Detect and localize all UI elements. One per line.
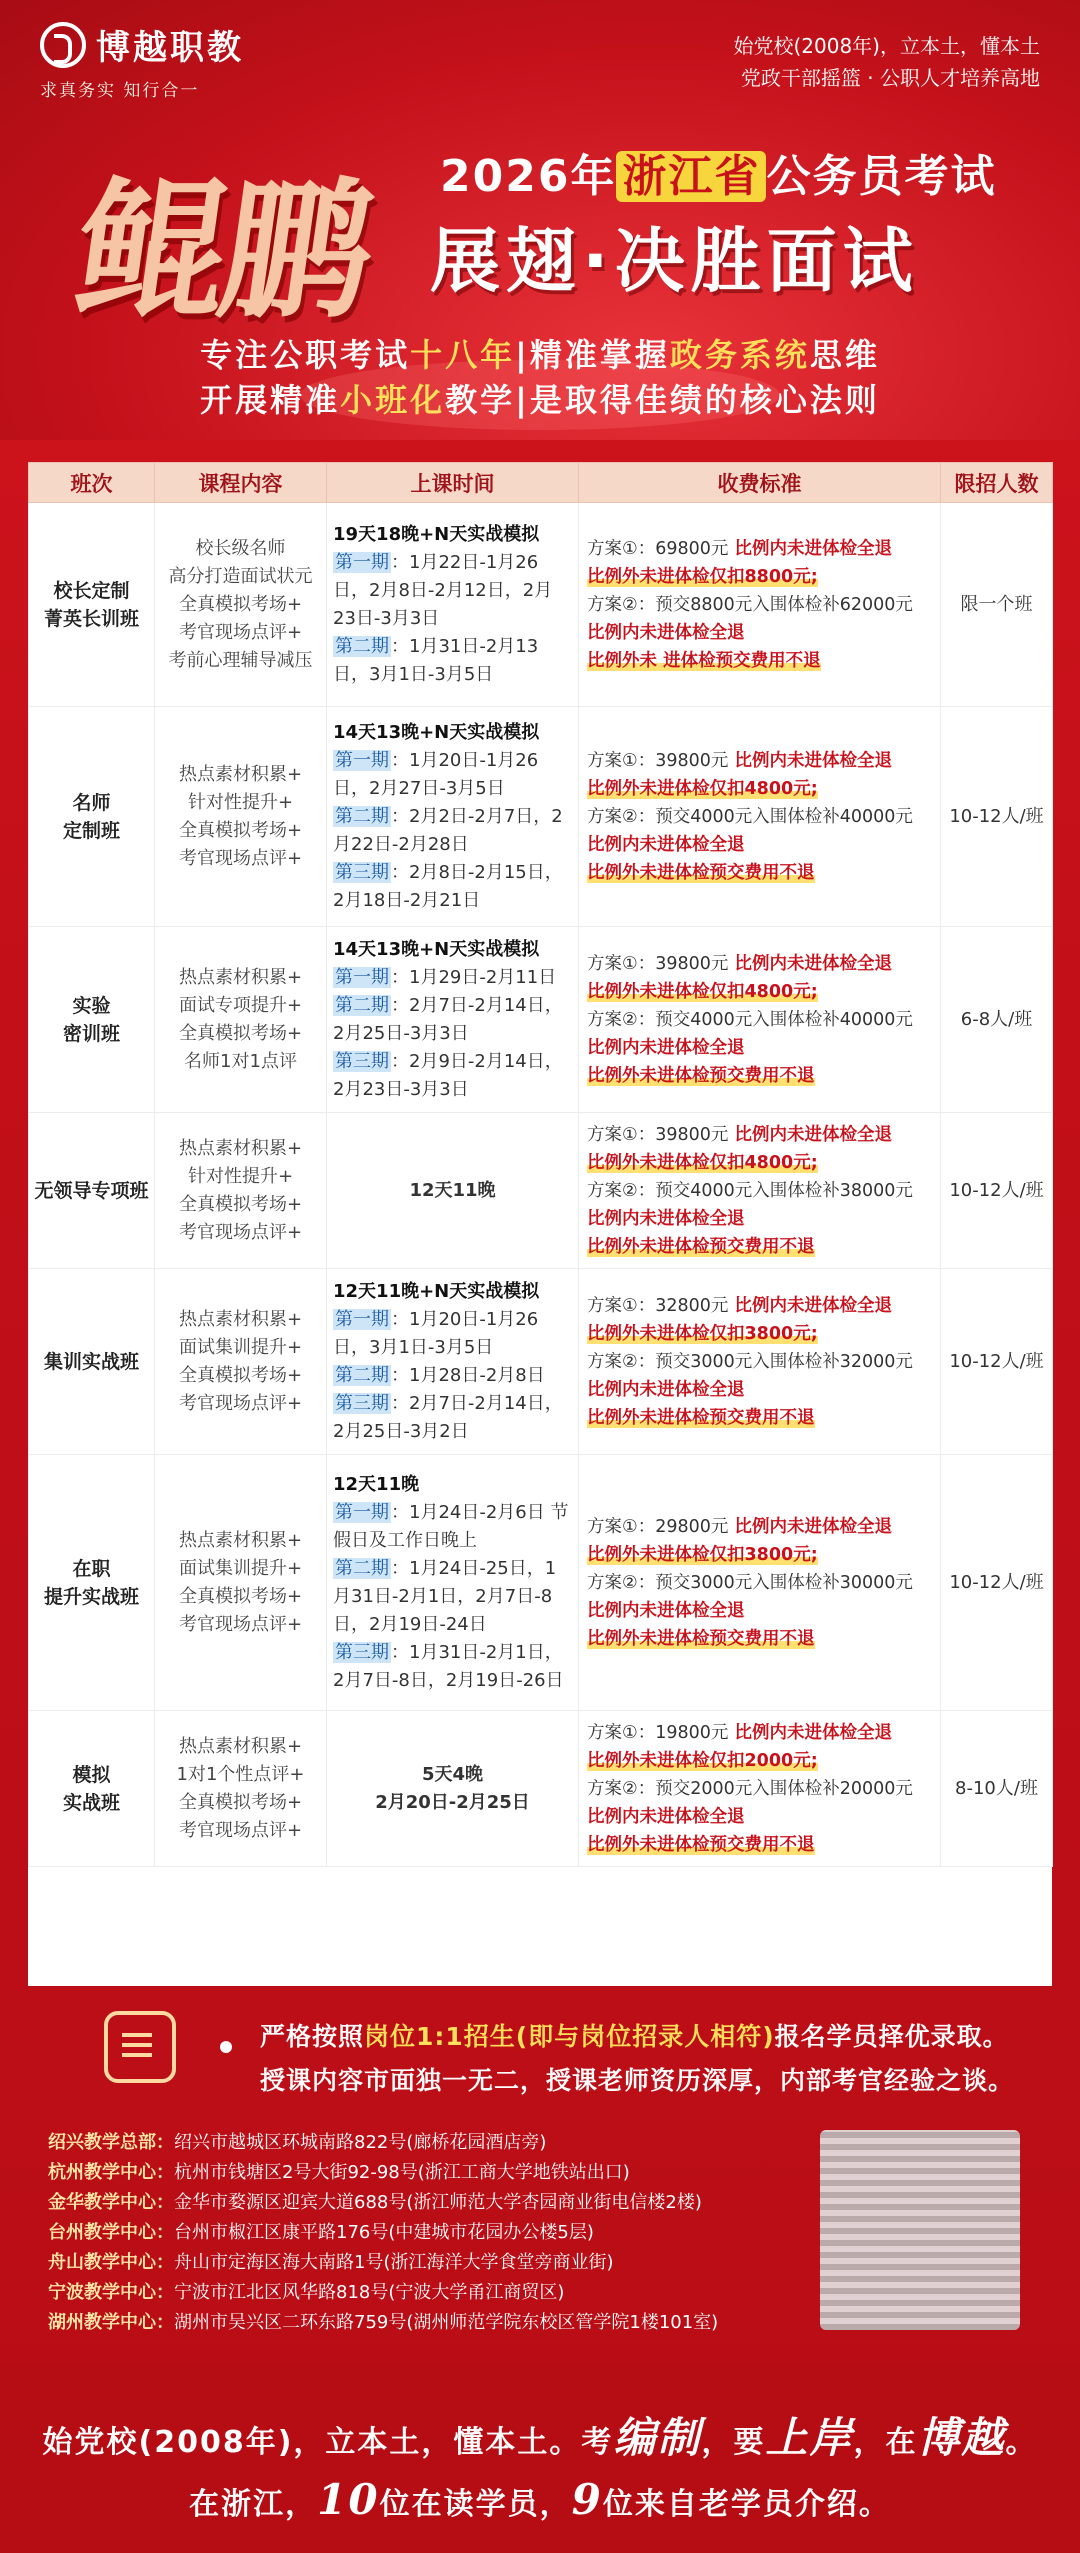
address-row [48,2308,748,2338]
qr-code[interactable] [820,2130,1020,2330]
cell-line: 热点素材积累+ [178,763,303,785]
footer-callig: 9 [571,2475,603,2524]
fee-text: 方案①：29800元 [587,1516,729,1537]
schedule-phase [333,633,572,689]
fee-plan-1 [587,1292,932,1320]
phase-dates: ：1月29日-2月11日 [391,966,557,988]
fee-highlight: 比例外未进体检仅扣3800元; [587,1544,818,1565]
table-row [29,1269,1053,1455]
fee-refund: 比例内未进体检全退 [587,1037,745,1058]
phase-label: 第一期 [335,966,389,988]
cell-line: 针对性提升+ [187,1165,294,1187]
phase-label: 第二期 [335,1557,389,1579]
phase-label: 第三期 [335,1392,389,1414]
fee-highlight: 比例外未进体检预交费用不退 [587,1628,815,1649]
fee-text: 方案①：39800元 [587,1124,729,1145]
table-row [29,503,1053,707]
fee-text: 方案①：39800元 [587,750,729,771]
fee-cell [579,503,941,707]
schedule-phase [333,1555,572,1639]
fee-plan-1 [587,535,932,563]
schedule-cell [327,1711,579,1867]
address-row [48,2188,748,2218]
fee-deduct [587,563,932,591]
cell-line: 热点素材积累+ [178,1735,303,1757]
enrollment-limit-cell: 10-12人/班 [941,1455,1053,1711]
fee-deduct [587,978,932,1006]
fee-highlight: 比例外未进体检预交费用不退 [587,1407,815,1428]
phase-dates: ：1月20日-1月26日，3月1日-3月5日 [333,1308,539,1358]
footer-text: 。 [1005,2425,1038,2460]
phase-dates: ：1月24日-2月6日 节假日及工作日晚上 [333,1501,569,1551]
cell-line: 全真模拟考场+ [178,1193,303,1215]
cell-line: 名师 [72,791,111,814]
fee-text: 方案①：39800元 [587,953,729,974]
campus-addresses [48,2128,748,2338]
cell-line: 无领导专项班 [34,1179,149,1202]
cell-line: 密训班 [62,1022,120,1045]
schedule-cell [327,1113,579,1269]
fee-cell [579,1711,941,1867]
phase-label: 第一期 [335,1308,389,1330]
cell-line: 12天11晚 [409,1179,496,1201]
schedule-cell [327,707,579,927]
fee-refund: 比例内未进体检全退 [728,1516,892,1537]
address-row [48,2248,748,2278]
class-name-cell [29,1455,155,1711]
cell-line: 面试集训提升+ [178,1557,303,1579]
cell-line: 考官现场点评+ [178,621,303,643]
fee-no-refund [587,859,932,887]
phase-label: 第三期 [335,1641,389,1663]
address-row [48,2218,748,2248]
campus-address: 宁波市江北区风华路818号(宁波大学甬江商贸区) [174,2282,565,2303]
cell-line: 热点素材积累+ [178,1529,303,1551]
fee-plan-2: 方案②：预交2000元入围体检补20000元 [587,1778,913,1799]
campus-name: 绍兴教学总部： [48,2132,174,2153]
campus-name: 金华教学中心： [48,2192,174,2213]
cell-line: 定制班 [62,819,120,842]
fee-plan-1 [587,1719,932,1747]
column-header: 限招人数 [941,463,1053,503]
cell-line: 高分打造面试状元 [168,565,313,587]
main-slogan: 展翅·决胜面试 [430,220,919,302]
schedule-phase [333,549,572,633]
course-table [28,462,1052,1986]
fee-refund: 比例内未进体检全退 [728,953,892,974]
phase-label: 第三期 [335,861,389,883]
campus-name: 杭州教学中心： [48,2162,174,2183]
notice-line-1 [260,2017,1009,2053]
footer-callig: 上岸 [765,2413,854,2462]
fee-highlight: 比例外未进体检仅扣3800元; [587,1323,818,1344]
phase-label: 第二期 [335,994,389,1016]
tag-text: 思维 [809,336,880,374]
phase-label: 第一期 [335,551,389,573]
class-name-cell [29,707,155,927]
tag-highlight: 小班化 [340,381,446,419]
fee-refund: 比例内未进体检全退 [728,538,892,559]
campus-name: 舟山教学中心： [48,2252,174,2273]
schedule-phase [333,1048,572,1104]
schedule-summary: 12天11晚 [333,1473,420,1495]
cell-line: 在职 [72,1557,111,1580]
tag-text: 开展精准 [200,381,341,419]
phase-label: 第一期 [335,1501,389,1523]
fee-highlight: 比例外未进体检仅扣2000元; [587,1750,818,1771]
fee-cell [579,1113,941,1269]
fee-highlight: 比例外未进体检仅扣4800元; [587,1152,818,1173]
schedule-cell [327,927,579,1113]
phase-label: 第一期 [335,749,389,771]
address-row [48,2278,748,2308]
footer-line-2 [0,2475,1080,2524]
course-content-cell [155,503,327,707]
table-row [29,707,1053,927]
exam-province: 浙江省 [616,151,766,202]
cell-line: 菁英长训班 [43,607,139,630]
fee-plan-1 [587,1121,932,1149]
footer-callig: 博越 [917,2413,1006,2462]
bullet-dot [220,2041,232,2053]
cell-line: 实验 [72,994,111,1017]
schedule-phase [333,1499,572,1555]
notice-text: 严格按照 [260,2022,365,2051]
phase-dates: ：2月8日-2月15日，2月18日-2月21日 [333,861,563,911]
brand-logo[interactable] [40,20,244,69]
address-row [48,2158,748,2188]
cell-line: 热点素材积累+ [178,966,303,988]
schedule-phase [333,859,572,915]
brand-name: 博越职教 [96,28,244,68]
schedule-cell [327,1455,579,1711]
tag-highlight: 十八年 [410,336,516,374]
campus-address: 杭州市钱塘区2号大街92-98号(浙江工商大学地铁站出口) [174,2162,630,2183]
fee-text: 方案①：69800元 [587,538,729,559]
course-content-cell [155,707,327,927]
footer-text: ，在 [853,2425,918,2460]
cell-line: 面试集训提升+ [178,1336,303,1358]
phase-dates: ：1月31日-2月13日，3月1日-3月5日 [333,635,539,685]
cell-line: 实战班 [62,1791,120,1814]
fee-plan-2: 方案②：预交4000元入围体检补38000元 [587,1180,913,1201]
fee-refund: 比例内未进体检全退 [587,1600,745,1621]
hero-banner [0,0,1080,440]
phase-label: 第二期 [335,635,389,657]
fee-plan-1 [587,747,932,775]
exam-year: 2026年 [440,151,617,202]
cell-line: 考官现场点评+ [178,1613,303,1635]
fee-deduct [587,1747,932,1775]
table-row [29,1113,1053,1269]
phase-dates: ：2月7日-2月14日，2月25日-3月3日 [333,994,563,1044]
schedule-phase [333,1306,572,1362]
fee-deduct [587,1149,932,1177]
cell-line: 全真模拟考场+ [178,593,303,615]
fee-refund: 比例内未进体检全退 [587,1379,745,1400]
column-header: 上课时间 [327,463,579,503]
cell-line: 校长定制 [53,579,130,602]
fee-refund: 比例内未进体检全退 [728,1295,892,1316]
exam-title [440,140,996,204]
footer-text: 位在读学员， [379,2487,572,2522]
fee-highlight: 比例外未进体检预交费用不退 [587,1236,815,1257]
phase-dates: ：1月24日-25日，1月31日-2月1日，2月7日-8日，2月19日-24日 [333,1557,557,1635]
campus-name: 湖州教学中心： [48,2312,174,2333]
phase-dates: ：1月22日-1月26日，2月8日-2月12日，2月23日-3月3日 [333,551,553,629]
fee-deduct [587,1320,932,1348]
phase-dates: ：1月31日-2月1日，2月7日-8日，2月19日-26日 [333,1641,564,1691]
phase-dates: ：2月9日-2月14日，2月23日-3月3日 [333,1050,563,1100]
fee-no-refund [587,1404,932,1432]
schedule-phase [333,992,572,1048]
fee-plan-2: 方案②：预交8800元入围体检补62000元 [587,594,913,615]
fee-cell [579,707,941,927]
phase-dates: ：2月7日-2月14日，2月25日-3月2日 [333,1392,563,1442]
course-content-cell [155,1269,327,1455]
cell-line: 提升实战班 [43,1585,139,1608]
schedule-cell [327,503,579,707]
schedule-phase [333,1639,572,1695]
cell-line: 集训实战班 [43,1350,139,1373]
tagline-2 [0,375,1080,421]
tagline-1 [0,330,1080,376]
notice-line-2: 授课内容市面独一无二，授课老师资历深厚，内部考官经验之谈。 [260,2066,1015,2095]
tag-text: |精准掌握 [515,336,670,374]
class-name-cell [29,927,155,1113]
class-name-cell [29,1113,155,1269]
cell-line: 校长级名师 [195,537,286,559]
fee-highlight: 比例外未进体检仅扣4800元; [587,981,818,1002]
class-name-cell [29,1269,155,1455]
cell-line: 热点素材积累+ [178,1308,303,1330]
header-intro-line2: 党政干部摇篮 · 公职人才培养高地 [740,66,1040,90]
schedule-summary: 12天11晚+N天实战模拟 [333,1280,540,1302]
fee-cell [579,1455,941,1711]
footer-text: ，要 [701,2425,766,2460]
phase-dates: ：1月20日-1月26日，2月27日-3月5日 [333,749,539,799]
campus-address: 湖州市吴兴区二环东路759号(湖州师范学院东校区管学院1楼101室) [174,2312,719,2333]
phase-dates: ：1月28日-2月8日 [391,1364,545,1386]
campus-name: 台州教学中心： [48,2222,174,2243]
footer-text: 在浙江， [189,2487,318,2522]
fee-refund: 比例内未进体检全退 [728,750,892,771]
fee-plan-2: 方案②：预交4000元入围体检补40000元 [587,1009,913,1030]
footer-text: 始党校(2008年)，立本土，懂本土。考 [42,2425,614,2460]
fee-highlight: 比例外未进体检预交费用不退 [587,862,815,883]
fee-highlight: 比例外未进体检预交费用不退 [587,1065,815,1086]
fee-highlight: 比例外未进体检预交费用不退 [587,1834,815,1855]
chat-icon [104,2011,176,2083]
enrollment-limit-cell: 10-12人/班 [941,1113,1053,1269]
table-row [29,1455,1053,1711]
cell-line: 全真模拟考场+ [178,819,303,841]
fee-no-refund [587,647,932,675]
fee-refund: 比例内未进体检全退 [728,1722,892,1743]
fee-cell [579,927,941,1113]
cell-line: 模拟 [72,1763,111,1786]
fee-plan-1 [587,1513,932,1541]
course-content-cell [155,1711,327,1867]
enrollment-limit-cell: 限一个班 [941,503,1053,707]
fee-refund: 比例内未进体检全退 [728,1124,892,1145]
fee-highlight: 比例外未 进体检预交费用不退 [587,650,821,671]
cell-line: 考前心理辅导减压 [168,649,313,671]
cell-line: 全真模拟考场+ [178,1791,303,1813]
fee-refund: 比例内未进体检全退 [587,1208,745,1229]
course-content-cell [155,927,327,1113]
phase-label: 第三期 [335,1050,389,1072]
campus-address: 舟山市定海区海大南路1号(浙江海洋大学食堂旁商业街) [174,2252,614,2273]
fee-refund: 比例内未进体检全退 [587,1806,745,1827]
schedule-phase [333,1362,572,1390]
cell-line: 5天4晚 [421,1763,484,1785]
fee-refund: 比例内未进体检全退 [587,622,745,643]
tag-text: 专注公职考试 [200,336,411,374]
fee-text: 方案①：32800元 [587,1295,729,1316]
cell-line: 考官现场点评+ [178,1392,303,1414]
table-row [29,927,1053,1113]
big-title: 鲲鹏 [65,163,379,339]
cell-line: 全真模拟考场+ [178,1022,303,1044]
cell-line: 考官现场点评+ [178,1221,303,1243]
fee-plan-2: 方案②：预交4000元入围体检补40000元 [587,806,913,827]
footer-banner [0,2365,1080,2553]
campus-address: 金华市婺源区迎宾大道688号(浙江师范大学杏园商业街电信楼2楼) [174,2192,702,2213]
campus-name: 宁波教学中心： [48,2282,174,2303]
enrollment-limit-cell: 10-12人/班 [941,1269,1053,1455]
notice-highlight: 岗位1:1招生(即与岗位招录人相符) [364,2022,775,2051]
header-intro-line1: 始党校(2008年)，立本土，懂本土 [733,34,1040,58]
table-row [29,1711,1053,1867]
class-name-cell [29,503,155,707]
cell-line: 全真模拟考场+ [178,1364,303,1386]
fee-no-refund [587,1233,932,1261]
fee-no-refund [587,1062,932,1090]
enrollment-limit-cell: 10-12人/班 [941,707,1053,927]
header-intro [733,30,1040,94]
fee-no-refund [587,1831,932,1859]
schedule-phase [333,1390,572,1446]
cell-line: 针对性提升+ [187,791,294,813]
brand-slogan: 求真务实 知行合一 [40,81,200,101]
campus-address: 台州市椒江区康平路176号(中建城市花园办公楼5层) [174,2222,594,2243]
course-content-cell [155,1113,327,1269]
cell-line: 考官现场点评+ [178,847,303,869]
schedule-summary: 19天18晚+N天实战模拟 [333,523,540,545]
fee-text: 方案①：19800元 [587,1722,729,1743]
fee-no-refund [587,1625,932,1653]
fee-refund: 比例内未进体检全退 [587,834,745,855]
fee-cell [579,1269,941,1455]
fee-deduct [587,775,932,803]
enrollment-limit-cell: 8-10人/班 [941,1711,1053,1867]
footer-text: 位来自老学员介绍。 [602,2487,891,2522]
cell-line: 热点素材积累+ [178,1137,303,1159]
fee-highlight: 比例外未进体检仅扣4800元; [587,778,818,799]
schedule-summary: 14天13晚+N天实战模拟 [333,938,540,960]
tag-text: 教学|是取得佳绩的核心法则 [445,381,880,419]
fee-deduct [587,1541,932,1569]
cell-line: 1对1个性点评+ [176,1763,305,1785]
logo-icon [40,22,86,68]
notice-text: 报名学员择优录取。 [774,2022,1009,2051]
fee-plan-2: 方案②：预交3000元入围体检补32000元 [587,1351,913,1372]
schedule-phase [333,803,572,859]
course-content-cell [155,1455,327,1711]
schedule-summary: 14天13晚+N天实战模拟 [333,721,540,743]
phase-label: 第二期 [335,805,389,827]
tag-highlight: 政务系统 [669,336,810,374]
footer-callig: 10 [317,2475,380,2524]
cell-line: 考官现场点评+ [178,1819,303,1841]
cell-line: 2月20日-2月25日 [375,1791,530,1813]
exam-suffix: 公务员考试 [766,151,997,202]
column-header: 收费标准 [579,463,941,503]
phase-label: 第二期 [335,1364,389,1386]
footer-callig: 编制 [613,2413,702,2462]
fee-plan-2: 方案②：预交3000元入围体检补30000元 [587,1572,913,1593]
campus-address: 绍兴市越城区环城南路822号(廊桥花园酒店旁) [174,2132,547,2153]
enrollment-limit-cell: 6-8人/班 [941,927,1053,1113]
fee-highlight: 比例外未进体检仅扣8800元; [587,566,818,587]
cell-line: 名师1对1点评 [184,1050,297,1072]
address-row [48,2128,748,2158]
schedule-cell [327,1269,579,1455]
cell-line: 面试专项提升+ [178,994,303,1016]
table-header-row [29,463,1053,503]
column-header: 班次 [29,463,155,503]
footer-line-1 [0,2405,1080,2465]
schedule-phase [333,964,572,992]
column-header: 课程内容 [155,463,327,503]
class-name-cell [29,1711,155,1867]
fee-plan-1 [587,950,932,978]
schedule-phase [333,747,572,803]
phase-dates: ：2月2日-2月7日，2月22日-2月28日 [333,805,563,855]
cell-line: 全真模拟考场+ [178,1585,303,1607]
